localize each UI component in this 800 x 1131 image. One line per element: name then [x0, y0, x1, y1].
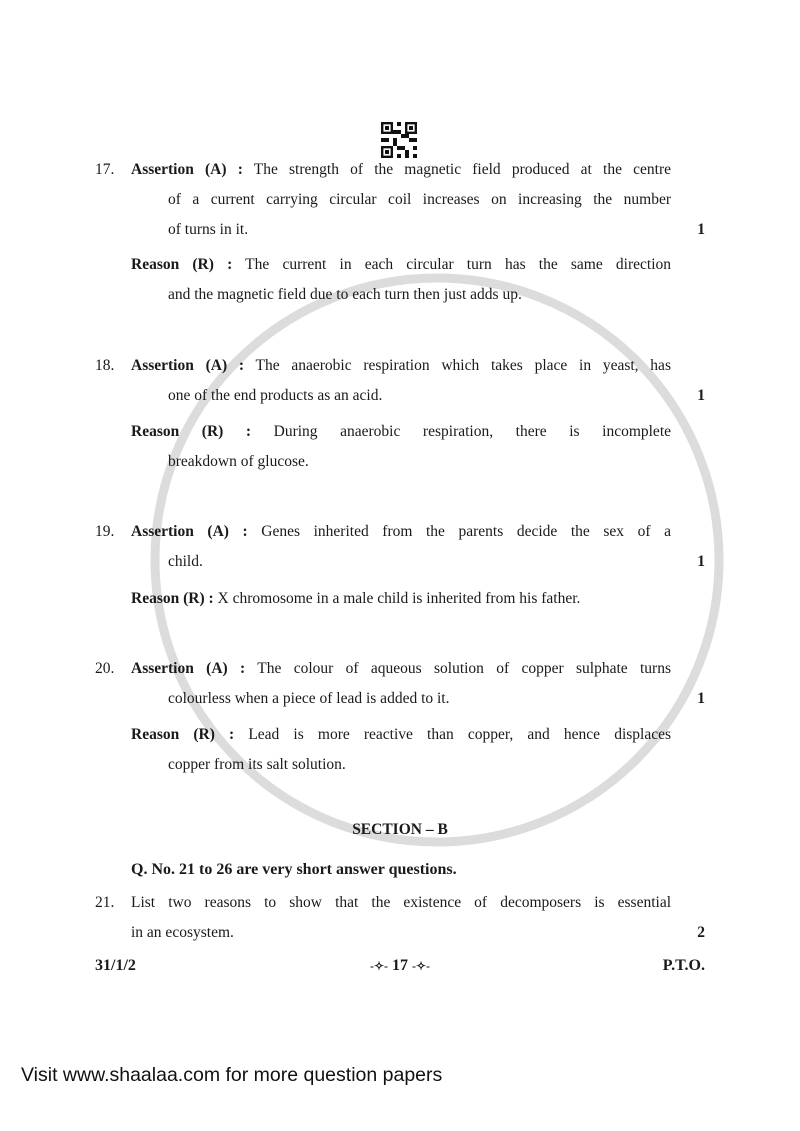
section-title: SECTION – B — [352, 821, 448, 838]
page-number-text: 17 — [392, 957, 408, 974]
assertion-label: Assertion (A) : — [131, 161, 243, 178]
assertion-label: Assertion (A) : — [131, 660, 246, 677]
assertion-label: Assertion (A) : — [131, 523, 248, 540]
question-number: 18. — [95, 357, 115, 374]
section-instruction: Q. No. 21 to 26 are very short answer questions. — [131, 861, 457, 878]
reason-line: breakdown of glucose. — [168, 453, 309, 470]
ornament-icon: -✧- — [412, 959, 431, 973]
marks: 2 — [697, 924, 705, 941]
pto-label: P.T.O. — [662, 957, 705, 974]
reason-label: Reason (R) : — [131, 256, 233, 273]
assertion-text: The anaerobic respiration which takes place in yeast, has — [255, 357, 671, 374]
question-number: 19. — [95, 523, 115, 540]
reason-line: copper from its salt solution. — [168, 756, 346, 773]
assertion-label: Assertion (A) : — [131, 357, 245, 374]
paper-code: 31/1/2 — [95, 957, 136, 974]
reason-line — [131, 588, 580, 610]
marks: 1 — [697, 553, 705, 570]
visit-link-text[interactable]: Visit www.shaalaa.com for more question papers — [21, 1064, 443, 1086]
assertion-line — [131, 521, 671, 543]
reason-text: During anaerobic respiration, there is incomplete — [273, 423, 671, 440]
assertion-text: The strength of the magnetic field produced at the centre — [253, 161, 671, 178]
reason-line — [131, 254, 671, 276]
reason-label: Reason (R) : — [131, 726, 235, 743]
assertion-line — [131, 658, 671, 680]
reason-line — [131, 421, 671, 443]
qr-code-icon — [381, 122, 417, 158]
reason-text: X chromosome in a male child is inherited from his father. — [217, 590, 581, 607]
question-line: List two reasons to show that the existence of decomposers is essential — [131, 894, 671, 911]
reason-line: and the magnetic field due to each turn then just adds up. — [168, 286, 522, 303]
assertion-line: colourless when a piece of lead is added to it. — [168, 690, 450, 707]
assertion-line: one of the end products as an acid. — [168, 387, 383, 404]
assertion-line: of a current carrying circular coil increases on increasing the number — [168, 191, 671, 208]
assertion-line — [131, 159, 671, 181]
reason-label: Reason (R) : — [131, 423, 252, 440]
marks: 1 — [697, 221, 705, 238]
question-number: 20. — [95, 660, 115, 677]
page-number — [330, 955, 470, 977]
assertion-line: child. — [168, 553, 203, 570]
assertion-text: The colour of aqueous solution of copper sulphate turns — [257, 660, 671, 677]
reason-text: The current in each circular turn has the same direction — [245, 256, 672, 273]
question-number: 17. — [95, 161, 115, 178]
assertion-text: Genes inherited from the parents decide the sex of a — [261, 523, 672, 540]
assertion-line — [131, 355, 671, 377]
marks: 1 — [697, 690, 705, 707]
marks: 1 — [697, 387, 705, 404]
reason-label: Reason (R) : — [131, 590, 214, 607]
reason-text: Lead is more reactive than copper, and hence displaces — [248, 726, 672, 743]
question-line: in an ecosystem. — [131, 924, 234, 941]
ornament-icon: -✧- — [369, 959, 388, 973]
question-number: 21. — [95, 894, 115, 911]
assertion-line: of turns in it. — [168, 221, 249, 238]
reason-line — [131, 724, 671, 746]
